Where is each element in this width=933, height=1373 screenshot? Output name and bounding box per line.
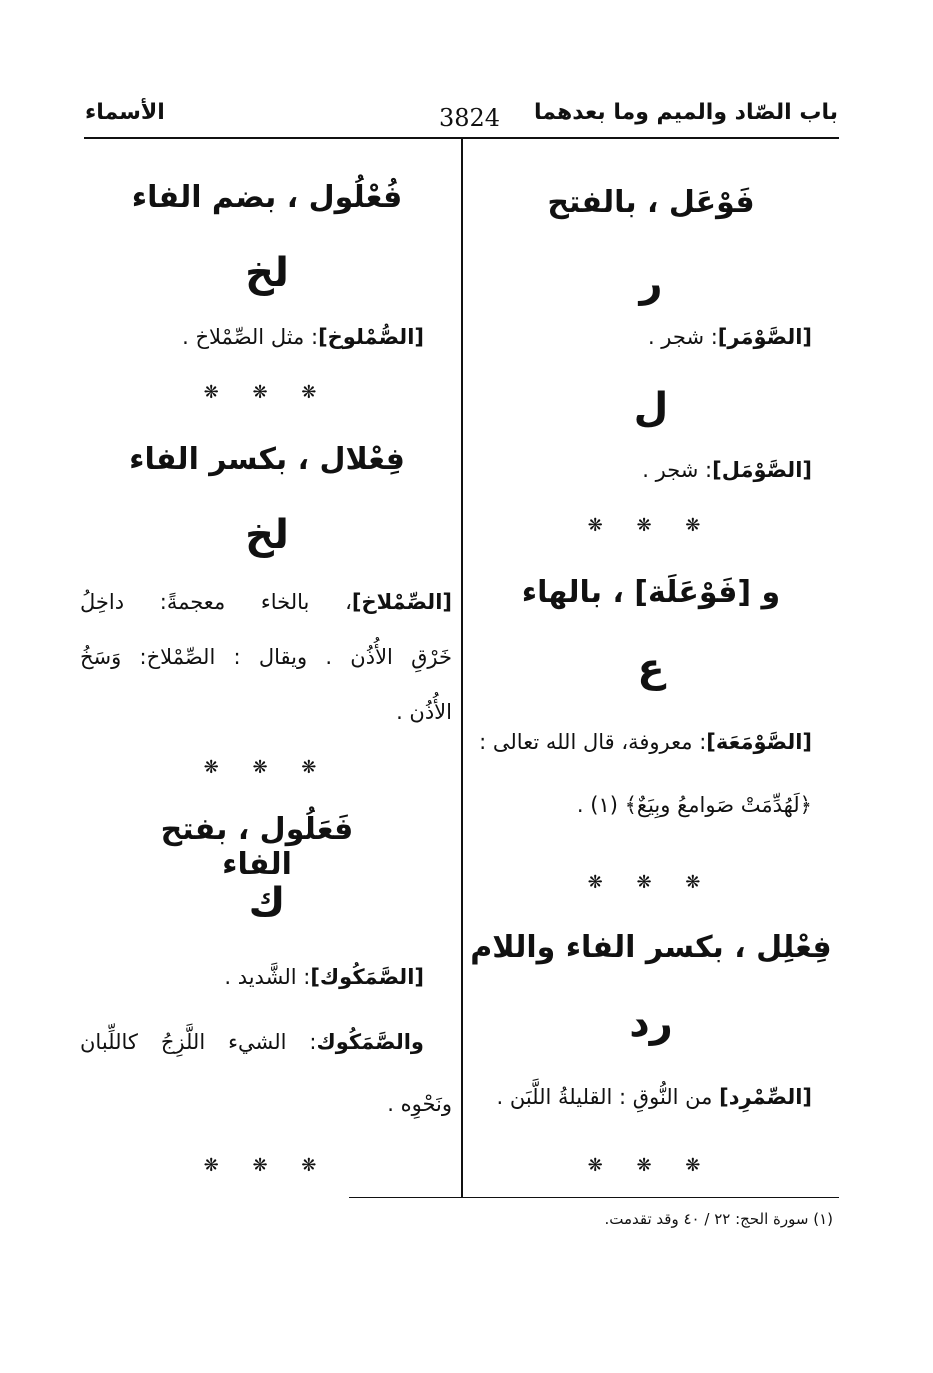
pattern-heading: فِعْلال ، بكسر الفاء xyxy=(129,442,405,477)
entry-headword: [الصَّمَكُوك] xyxy=(310,965,424,989)
entry-continuation: خَرْقِ الأُذُن . ويقال : الصِّمْلاخ: وَسَخُ xyxy=(80,645,452,669)
entry-definition: : الشيء اللَّزِجُ كاللِّبان xyxy=(80,1030,317,1054)
entry-continuation: ونَحْوِه . xyxy=(387,1092,452,1116)
dictionary-entry xyxy=(80,590,452,615)
pattern-heading: و [فَوْعَلَة] ، بالهاء xyxy=(521,575,781,610)
pattern-heading: فَوْعَل ، بالفتح xyxy=(547,185,755,220)
entry-definition: : شجر . xyxy=(642,458,713,482)
dictionary-entry xyxy=(80,1030,424,1055)
page-number: 3824 xyxy=(439,104,501,132)
pattern-heading: فِعْلِل ، بكسر الفاء واللام xyxy=(470,930,832,965)
dictionary-entry xyxy=(80,325,424,350)
root-heading: لخ xyxy=(245,250,289,296)
section-separator: ❋ ❋ ❋ xyxy=(203,382,331,403)
entry-headword: والصَّمَكُوك xyxy=(316,1030,424,1054)
entry-definition: : شجر . xyxy=(647,325,718,349)
dictionary-entry xyxy=(470,730,812,755)
entry-definition: من النُّوقِ : القليلةُ اللَّبَن . xyxy=(496,1085,713,1109)
root-heading: لخ xyxy=(245,512,289,558)
quran-quote: ﴿لَهُدِّمَتْ صَوامعُ وبِيَعٌ﴾ (١) . xyxy=(576,793,812,817)
section-separator: ❋ ❋ ❋ xyxy=(587,872,715,893)
footnote: (١) سورة الحج: ٢٢ / ٤٠ وقد تقدمت. xyxy=(604,1210,833,1228)
dictionary-entry xyxy=(470,458,812,483)
dictionary-entry xyxy=(470,325,812,350)
entry-definition: : مثل الصِّمْلاخ . xyxy=(182,325,319,349)
section-separator: ❋ ❋ ❋ xyxy=(587,1155,715,1176)
entry-headword: [الصُّمْلوخ] xyxy=(318,325,424,349)
section-separator: ❋ ❋ ❋ xyxy=(203,757,331,778)
running-header-category: الأسماء xyxy=(85,100,165,125)
footnote-rule xyxy=(349,1197,839,1198)
pattern-heading: فَعَلُول ، بفتح الفاء xyxy=(160,812,354,882)
root-heading: ر xyxy=(639,260,663,306)
root-heading: ل xyxy=(633,385,669,431)
entry-headword: [الصَّوْمَر] xyxy=(717,325,812,349)
entry-definition: : معروفة، قال الله تعالى : xyxy=(479,730,707,754)
column-divider xyxy=(461,139,463,1197)
dictionary-entry xyxy=(80,965,424,990)
entry-continuation: الأُذُن . xyxy=(396,700,452,724)
entry-definition: : الشَّديد . xyxy=(224,965,311,989)
entry-headword: [الصَّوْمَعَة] xyxy=(706,730,812,754)
section-separator: ❋ ❋ ❋ xyxy=(587,515,715,536)
pattern-heading: فُعْلُول ، بضم الفاء xyxy=(131,180,403,215)
entry-definition: ، بالخاء معجمةً: داخِلُ xyxy=(80,590,352,614)
running-header-section: باب الصّاد والميم وما بعدهما xyxy=(534,100,838,125)
section-separator: ❋ ❋ ❋ xyxy=(203,1155,331,1176)
entry-headword: [الصَّوْمَل] xyxy=(712,458,812,482)
root-heading: ك xyxy=(248,880,286,926)
root-heading: ع xyxy=(637,645,665,691)
entry-headword: [الصِّمْلاخ] xyxy=(351,590,452,614)
dictionary-entry xyxy=(470,1085,812,1110)
root-heading: رد xyxy=(629,1000,673,1046)
entry-headword: [الصِّمْرِد] xyxy=(719,1085,812,1109)
